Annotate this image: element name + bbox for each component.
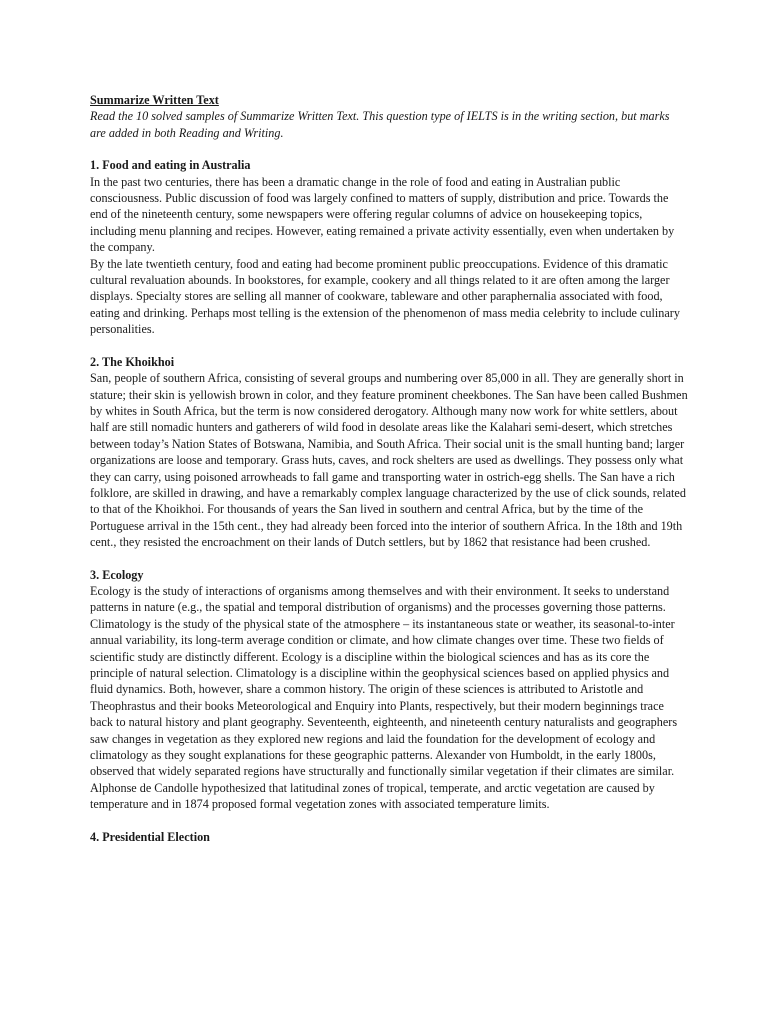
section-paragraph: Ecology is the study of interactions of organisms among themselves and with their environment. It seeks to understand patterns in nature (e.g., the spatial and temporal distribution of organisms) and the processes governing those patterns. Climatology is the study of the physical state of the atmosphere – its instantaneous state or weather, its seasonal-to-inter annual variability, its long-term average condition or climate, and how climate changes over time. These two fields of scientific study are distinctly different. Ecology is a discipline within the biological sciences and has as its core the principle of natural selection. Climatology is a discipline within the geophysical sciences based on applied physics and fluid dynamics. Both, however, share a common history. The origin of these sciences is attributed to Aristotle and Theophrastus and their books Meteorological and Enquiry into Plants, respectively, but their modern beginnings trace back to natural history and plant geography. Seventeenth, eighteenth, and nineteenth century naturalists and geographers saw changes in vegetation as they explored new regions and laid the foundation for the development of ecology and climatology as they sought explanations for these geographic patterns. Alexander von Humboldt, in the early 1800s, observed that widely separated regions have structurally and functionally similar vegetation if their climates are similar. Alphonse de Candolle hypothesized that latitudinal zones of tropical, temperate, and arctic vegetation are caused by temperature and in 1874 proposed formal vegetation zones with associated temperature limits. [90,583,678,812]
section-heading: 4. Presidential Election [90,829,210,844]
section-presidential-election [90,829,688,845]
section-heading: 1. Food and eating in Australia [90,158,251,173]
section-paragraph: In the past two centuries, there has been a dramatic change in the role of food and eating in Australian public consciousness. Public discussion of food was largely confined to matters of supply, distribution and price. Towards the end of the nineteenth century, some newspapers were offering regular columns of advice on housekeeping topics, including menu planning and recipes. However, eating remained a private activity essentially, even when undertaken by the company. [90,174,675,255]
section-paragraph: San, people of southern Africa, consisting of several groups and numbering over 85,000 in all. They are generally short in stature; their skin is yellowish brown in color, and they feature prominent cheekbones. The San have been called Bushmen by whites in South Africa, but the term is now considered derogatory. Although many now work for white settlers, about half are still nomadic hunters and gatherers of wild food in desolate areas like the Kalahari semi-desert, which stretches between today’s Nation States of Botswana, Namibia, and South Africa. Their social unit is the small hunting band; larger organizations are loose and temporary. Grass huts, caves, and rock shelters are used as dwellings. They possess only what they can carry, using poisoned arrowheads to fall game and transporting water in ostrich-egg shells. The San have a rich folklore, are skilled in drawing, and have a remarkably complex language characterized by the use of click sounds, related to that of the Khoikhoi. For thousands of years the San lived in southern and central Africa, but by the time of the Portuguese arrival in the 15th cent., they had already been forced into the interior of southern Africa. In the 18th and 19th cent., they resisted the encroachment on their lands of Dutch settlers, but by 1862 that resistance had been crushed. [90,371,688,550]
section-heading: 2. The Khoikhoi [90,354,175,369]
section-khoikhoi [90,354,688,551]
document-page [90,92,688,845]
section-ecology [90,567,688,813]
section-heading: 3. Ecology [90,567,144,582]
section-paragraph: By the late twentieth century, food and eating had become prominent public preoccupations. Evidence of this dramatic cultural revaluation abounds. In bookstores, for example, cookery and all things related to it are often among the larger displays. Specialty stores are selling all manner of cookware, tableware and other paraphernalia associated with food, eating and drinking. Perhaps most telling is the extension of the phenomenon of mass media celebrity to include culinary personalities. [90,256,680,337]
section-food-and-eating [90,157,688,337]
document-intro: Read the 10 solved samples of Summarize Written Text. This question type of IELTS is in the writing section, but marks are added in both Reading and Writing. [90,109,670,140]
document-title: Summarize Written Text [90,93,219,107]
